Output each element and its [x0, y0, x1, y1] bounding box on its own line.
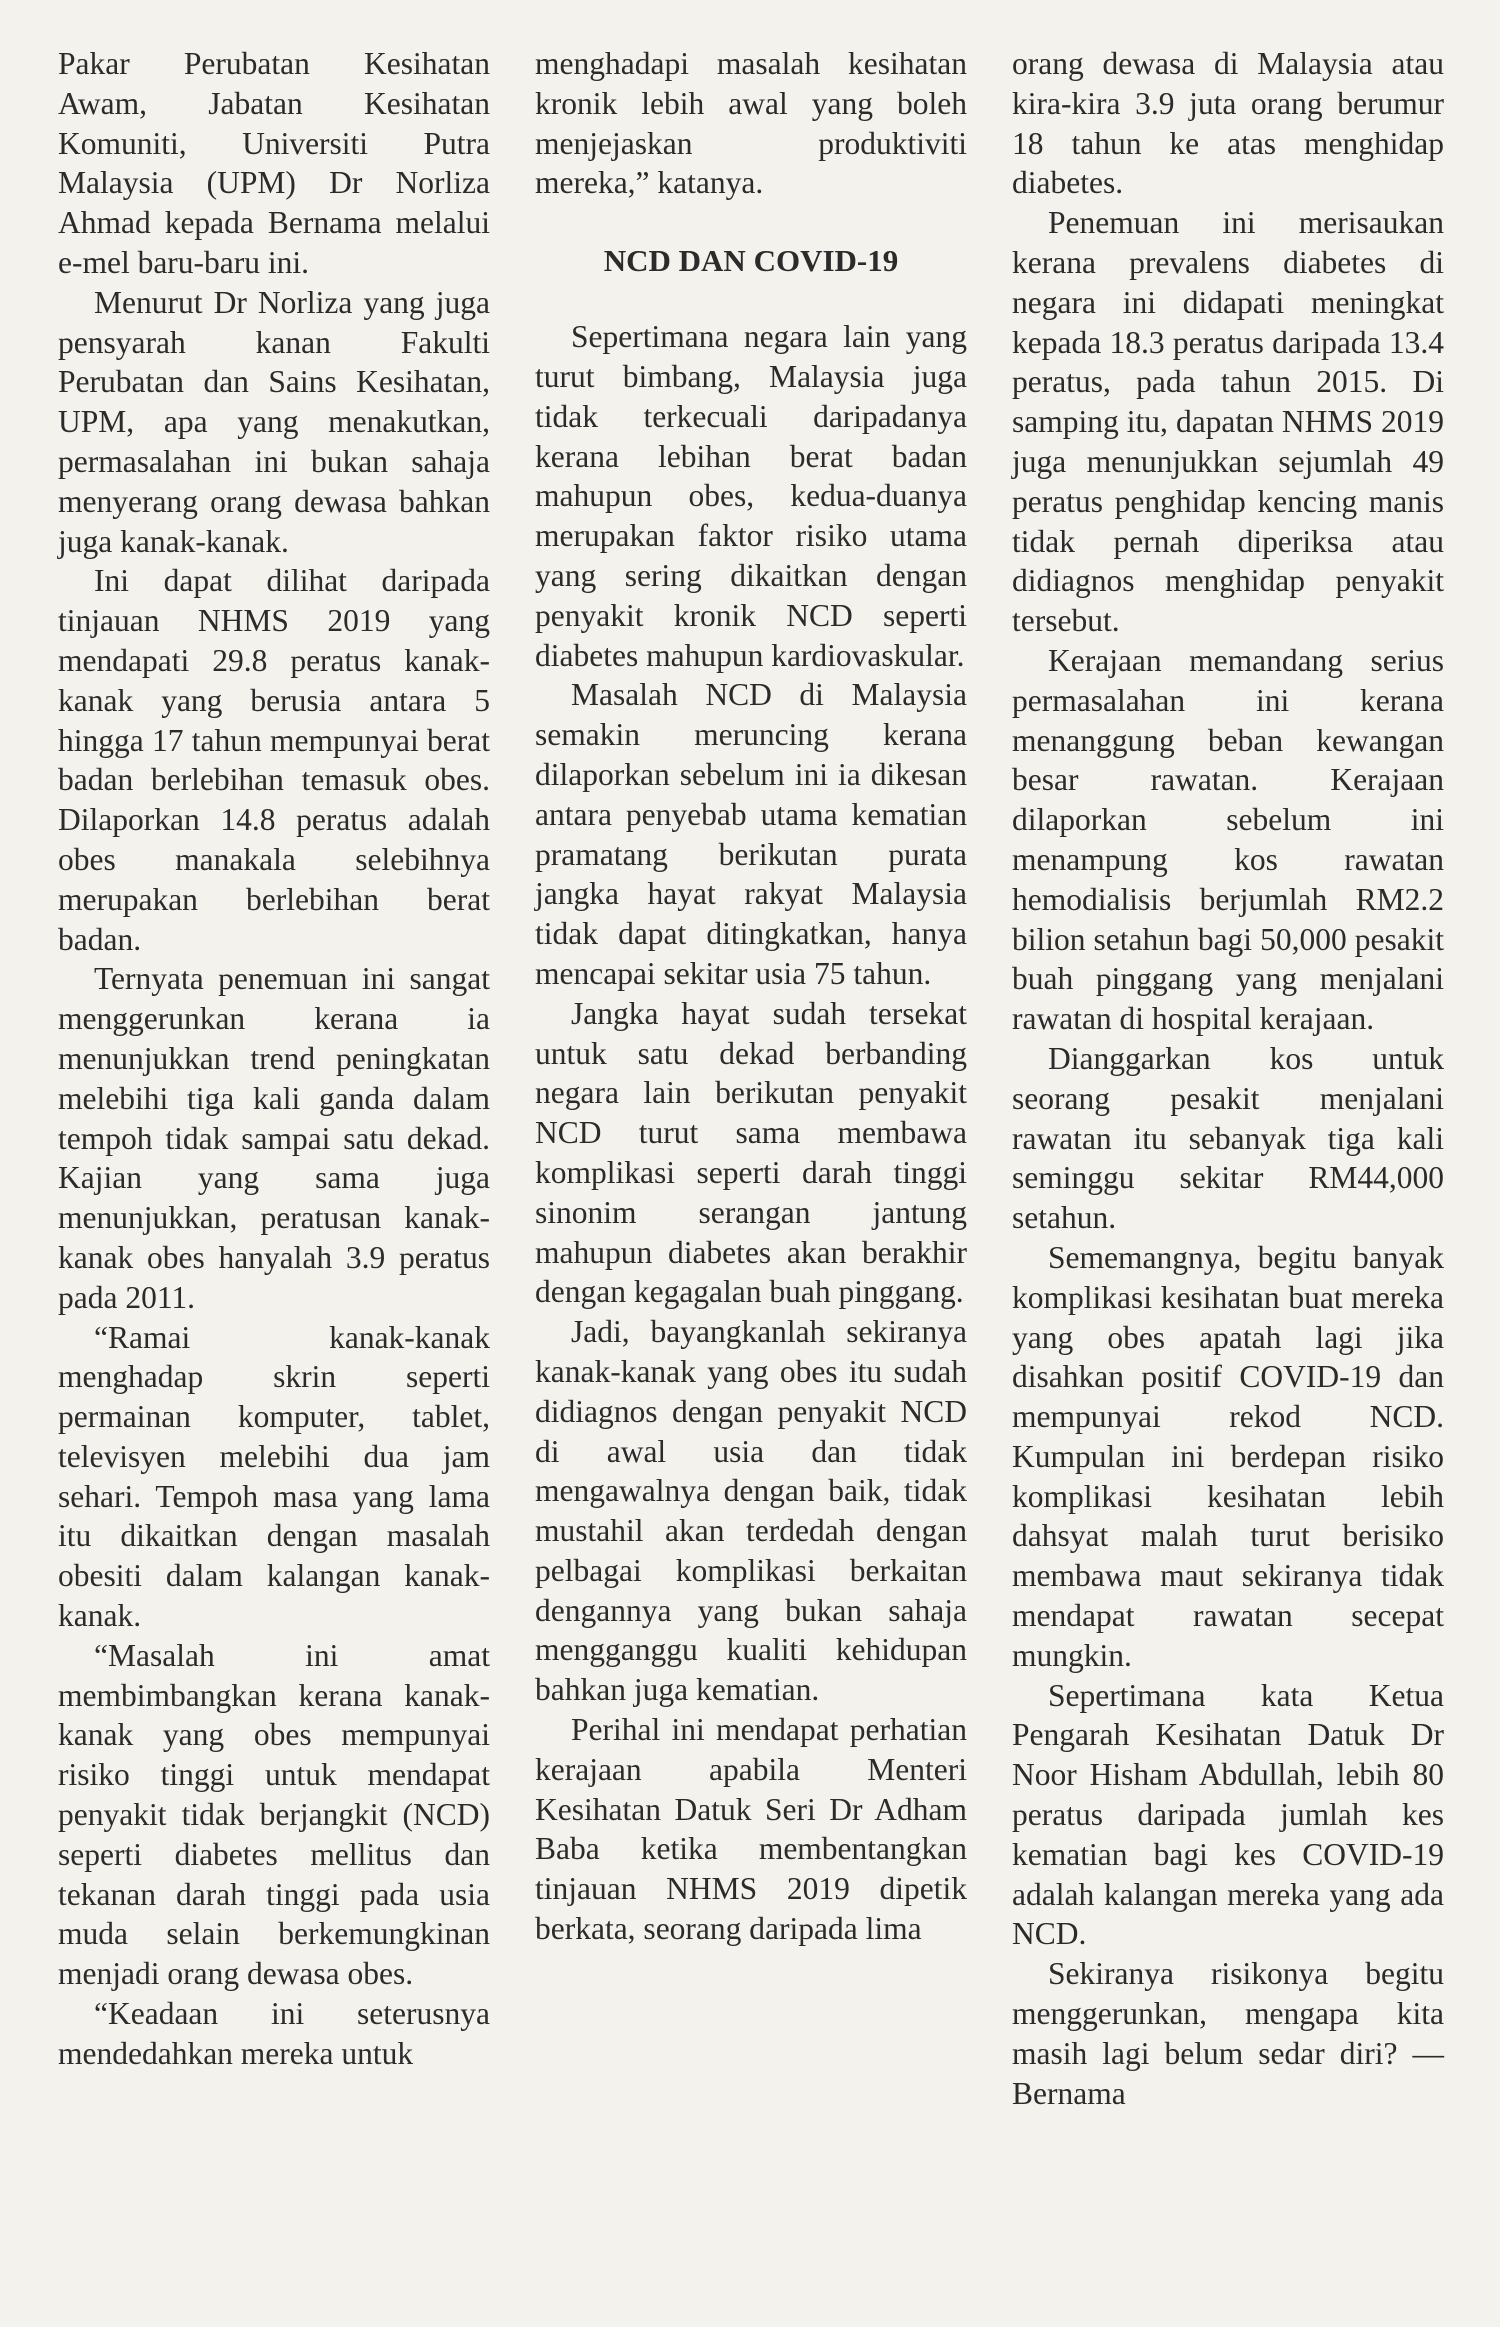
article-paragraph: Sepertimana negara lain yang turut bimbang, Malaysia juga tidak terkecuali daripadanya kerana lebihan berat badan mahupun obes, kedua-duanya merupakan faktor risiko utama yang sering dikaitkan dengan penyakit kronik NCD seperti diabetes mahupun kardiovaskular.: [535, 319, 967, 673]
article-column-1: [58, 44, 490, 2074]
article-paragraph: Penemuan ini merisaukan kerana prevalens diabetes di negara ini didapati meningkat kepada 18.3 peratus daripada 13.4 peratus, pada tahun 2015. Di samping itu, dapatan NHMS 2019 juga menunjukkan sejumlah 49 peratus penghidap kencing manis tidak pernah diperiksa atau didiagnos menghidap penyakit tersebut.: [1012, 205, 1444, 639]
article-paragraph: Pakar Perubatan Kesihatan Awam, Jabatan Kesihatan Komuniti, Universiti Putra Malaysia (UPM) Dr Norliza Ahmad kepada Bernama melalui e-mel baru-baru ini.: [58, 46, 490, 280]
article-paragraph: Sememangnya, begitu banyak komplikasi kesihatan buat mereka yang obes apatah lagi jika disahkan positif COVID-19 dan mempunyai rekod NCD. Kumpulan ini berdepan risiko komplikasi kesihatan lebih dahsyat malah turut berisiko membawa maut sekiranya tidak mendapat rawatan secepat mungkin.: [1012, 1239, 1444, 1673]
article-paragraph: Menurut Dr Norliza yang juga pensyarah kanan Fakulti Perubatan dan Sains Kesihatan, UPM, apa yang menakutkan, permasalahan ini bukan sahaja menyerang orang dewasa bahkan juga kanak-kanak.: [58, 284, 490, 559]
section-subheading: NCD DAN COVID-19: [603, 243, 899, 279]
article-paragraph: menghadapi masalah kesihatan kronik lebih awal yang boleh menjejaskan produktiviti mereka,” katanya.: [535, 46, 967, 201]
article-paragraph: “Keadaan ini seterusnya mendedahkan mereka untuk: [58, 1996, 490, 2071]
article-paragraph: Ternyata penemuan ini sangat menggerunkan kerana ia menunjukkan trend peningkatan melebihi tiga kali ganda dalam tempoh tidak sampai satu dekad. Kajian yang sama juga menunjukkan, peratusan kanak-kanak obes hanyalah 3.9 peratus pada 2011.: [58, 961, 490, 1315]
article-column-2: [535, 44, 967, 1949]
article-paragraph: Masalah NCD di Malaysia semakin meruncing kerana dilaporkan sebelum ini ia dikesan antara penyebab utama kematian pramatang berikutan purata jangka hayat rakyat Malaysia tidak dapat ditingkatkan, hanya mencapai sekitar usia 75 tahun.: [535, 677, 967, 991]
article-paragraph: Dianggarkan kos untuk seorang pesakit menjalani rawatan itu sebanyak tiga kali seminggu sekitar RM44,000 setahun.: [1012, 1040, 1444, 1236]
article-paragraph: Sepertimana kata Ketua Pengarah Kesihatan Datuk Dr Noor Hisham Abdullah, lebih 80 peratus daripada jumlah kes kematian bagi kes COVID-19 adalah kalangan mereka yang ada NCD.: [1012, 1677, 1444, 1952]
article-paragraph: Perihal ini mendapat perhatian kerajaan apabila Menteri Kesihatan Datuk Seri Dr Adham Baba ketika membentangkan tinjauan NHMS 2019 dipetik berkata, seorang daripada lima: [535, 1712, 967, 1947]
article-paragraph: Ini dapat dilihat daripada tinjauan NHMS 2019 yang mendapati 29.8 peratus kanak-kanak yang berusia antara 5 hingga 17 tahun mempunyai berat badan berlebihan temasuk obes. Dilaporkan 14.8 peratus adalah obes manakala selebihnya merupakan berlebihan berat badan.: [58, 563, 490, 957]
article-paragraph: Kerajaan memandang serius permasalahan ini kerana menanggung beban kewangan besar rawatan. Kerajaan dilaporkan sebelum ini menampung kos rawatan hemodialisis berjumlah RM2.2 bilion setahun bagi 50,000 pesakit buah pinggang yang menjalani rawatan di hospital kerajaan.: [1012, 642, 1444, 1037]
article-paragraph: Sekiranya risikonya begitu menggerunkan, mengapa kita masih lagi belum sedar diri? — Bernama: [1012, 1956, 1444, 2111]
article-paragraph: “Masalah ini amat membimbangkan kerana kanak-kanak yang obes mempunyai risiko tinggi untuk mendapat penyakit tidak berjangkit (NCD) seperti diabetes mellitus dan tekanan darah tinggi pada usia muda selain berkemungkinan menjadi orang dewasa obes.: [58, 1637, 490, 1992]
article-paragraph: Jangka hayat sudah tersekat untuk satu dekad berbanding negara lain berikutan penyakit NCD turut sama membawa komplikasi seperti darah tinggi sinonim serangan jantung mahupun diabetes akan berakhir dengan kegagalan buah pinggang.: [535, 995, 967, 1310]
article-column-3: [1012, 44, 1444, 2113]
article-paragraph: Jadi, bayangkanlah sekiranya kanak-kanak yang obes itu sudah didiagnos dengan penyakit NCD di awal usia dan tidak mengawalnya dengan baik, tidak mustahil akan terdedah dengan pelbagai komplikasi berkaitan dengannya yang bukan sahaja mengganggu kualiti kehidupan bahkan juga kematian.: [535, 1314, 967, 1708]
article-paragraph: orang dewasa di Malaysia atau kira-kira 3.9 juta orang berumur 18 tahun ke atas menghidap diabetes.: [1012, 46, 1444, 201]
article-paragraph: “Ramai kanak-kanak menghadap skrin seperti permainan komputer, tablet, televisyen melebihi dua jam sehari. Tempoh masa yang lama itu dikaitkan dengan masalah obesiti dalam kalangan kanak-kanak.: [58, 1319, 490, 1634]
